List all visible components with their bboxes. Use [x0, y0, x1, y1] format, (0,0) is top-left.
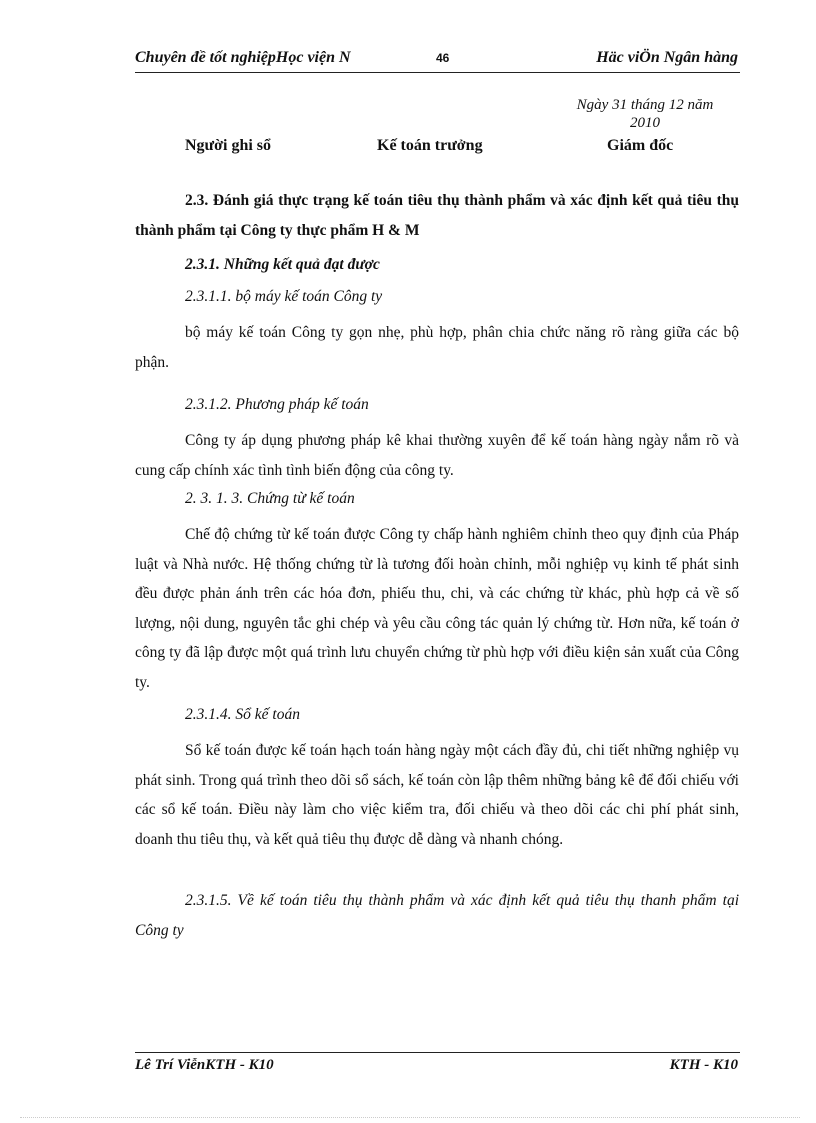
header-rule — [135, 72, 740, 73]
footer-right: KTH - K10 — [669, 1057, 738, 1073]
heading-vouchers: 2. 3. 1. 3. Chứng từ kế toán — [185, 490, 355, 507]
paragraph-accounting-method: Công ty áp dụng phương pháp kê khai thường xuyên để kế toán hàng ngày nắm rõ và cung cấp chính xác tình tình biến động của công ty. — [135, 432, 739, 479]
paragraph-accounting-apparatus: bộ máy kế toán Công ty gọn nhẹ, phù hợp, phân chia chức năng rõ ràng giữa các bộ phận. — [135, 324, 739, 371]
heading-accounting-method: 2.3.1.2. Phương pháp kế toán — [185, 396, 369, 413]
heading-sales-accounting: 2.3.1.5. Về kế toán tiêu thụ thành phẩm và xác định kết quả tiêu thụ thanh phẩm tại Công ty — [135, 892, 739, 939]
section-title: 2.3. Đánh giá thực trạng kế toán tiêu thụ thành phẩm và xác định kết quả tiêu thụ thành phẩm tại Công ty thực phẩm H & M — [135, 192, 739, 239]
date-line-1: Ngày 31 tháng 12 năm — [576, 97, 714, 113]
signature-director: Giám đốc — [607, 137, 674, 154]
paragraph-ledgers: Sổ kế toán được kế toán hạch toán hàng ngày một cách đầy đủ, chi tiết những nghiệp vụ phát sinh. Trong quá trình theo dõi sổ sách, kế toán còn lập thêm những bảng kê để đối chiếu với các sổ kế toán. Điều này làm cho việc kiểm tra, đối chiếu và theo dõi các chi phí phát sinh, doanh thu tiêu thụ, và kết quả tiêu thụ được dễ dàng và nhanh chóng. — [135, 742, 739, 848]
signature-chief-accountant: Kế toán trưởng — [377, 137, 483, 154]
header-left: Chuyên đề tốt nghiệpHọc viện N — [135, 49, 351, 66]
heading-ledgers: 2.3.1.4. Sổ kế toán — [185, 706, 300, 723]
footer-left: Lê Trí ViễnKTH - K10 — [135, 1057, 274, 1073]
footer-rule — [135, 1052, 740, 1053]
date-line-2: 2010 — [630, 115, 660, 131]
signature-recorder: Người ghi sổ — [185, 137, 272, 154]
subsection-heading: 2.3.1. Những kết quả đạt được — [185, 256, 380, 273]
page-number: 46 — [436, 51, 450, 65]
paragraph-vouchers: Chế độ chứng từ kế toán được Công ty chấp hành nghiêm chỉnh theo quy định của Pháp luật và Nhà nước. Hệ thống chứng từ là tương đối hoàn chỉnh, mỗi nghiệp vụ kinh tế phát sinh đều được phản ánh trên các hóa đơn, phiếu thu, chi, và các chứng từ khác, phù hợp cả về số lượng, nội dung, nguyên tắc ghi chép và yêu cầu công tác quản lý chứng từ. Hơn nữa, kế toán ở công ty đã lập được một quá trình lưu chuyển chứng từ phù hợp với điều kiện sản xuất của Công ty. — [135, 526, 739, 691]
header-right: Häc viÖn Ngân hàng — [596, 49, 738, 66]
heading-accounting-apparatus: 2.3.1.1. bộ máy kế toán Công ty — [185, 288, 383, 305]
page-edge-dots — [20, 1117, 800, 1118]
signature-date — [560, 96, 730, 132]
